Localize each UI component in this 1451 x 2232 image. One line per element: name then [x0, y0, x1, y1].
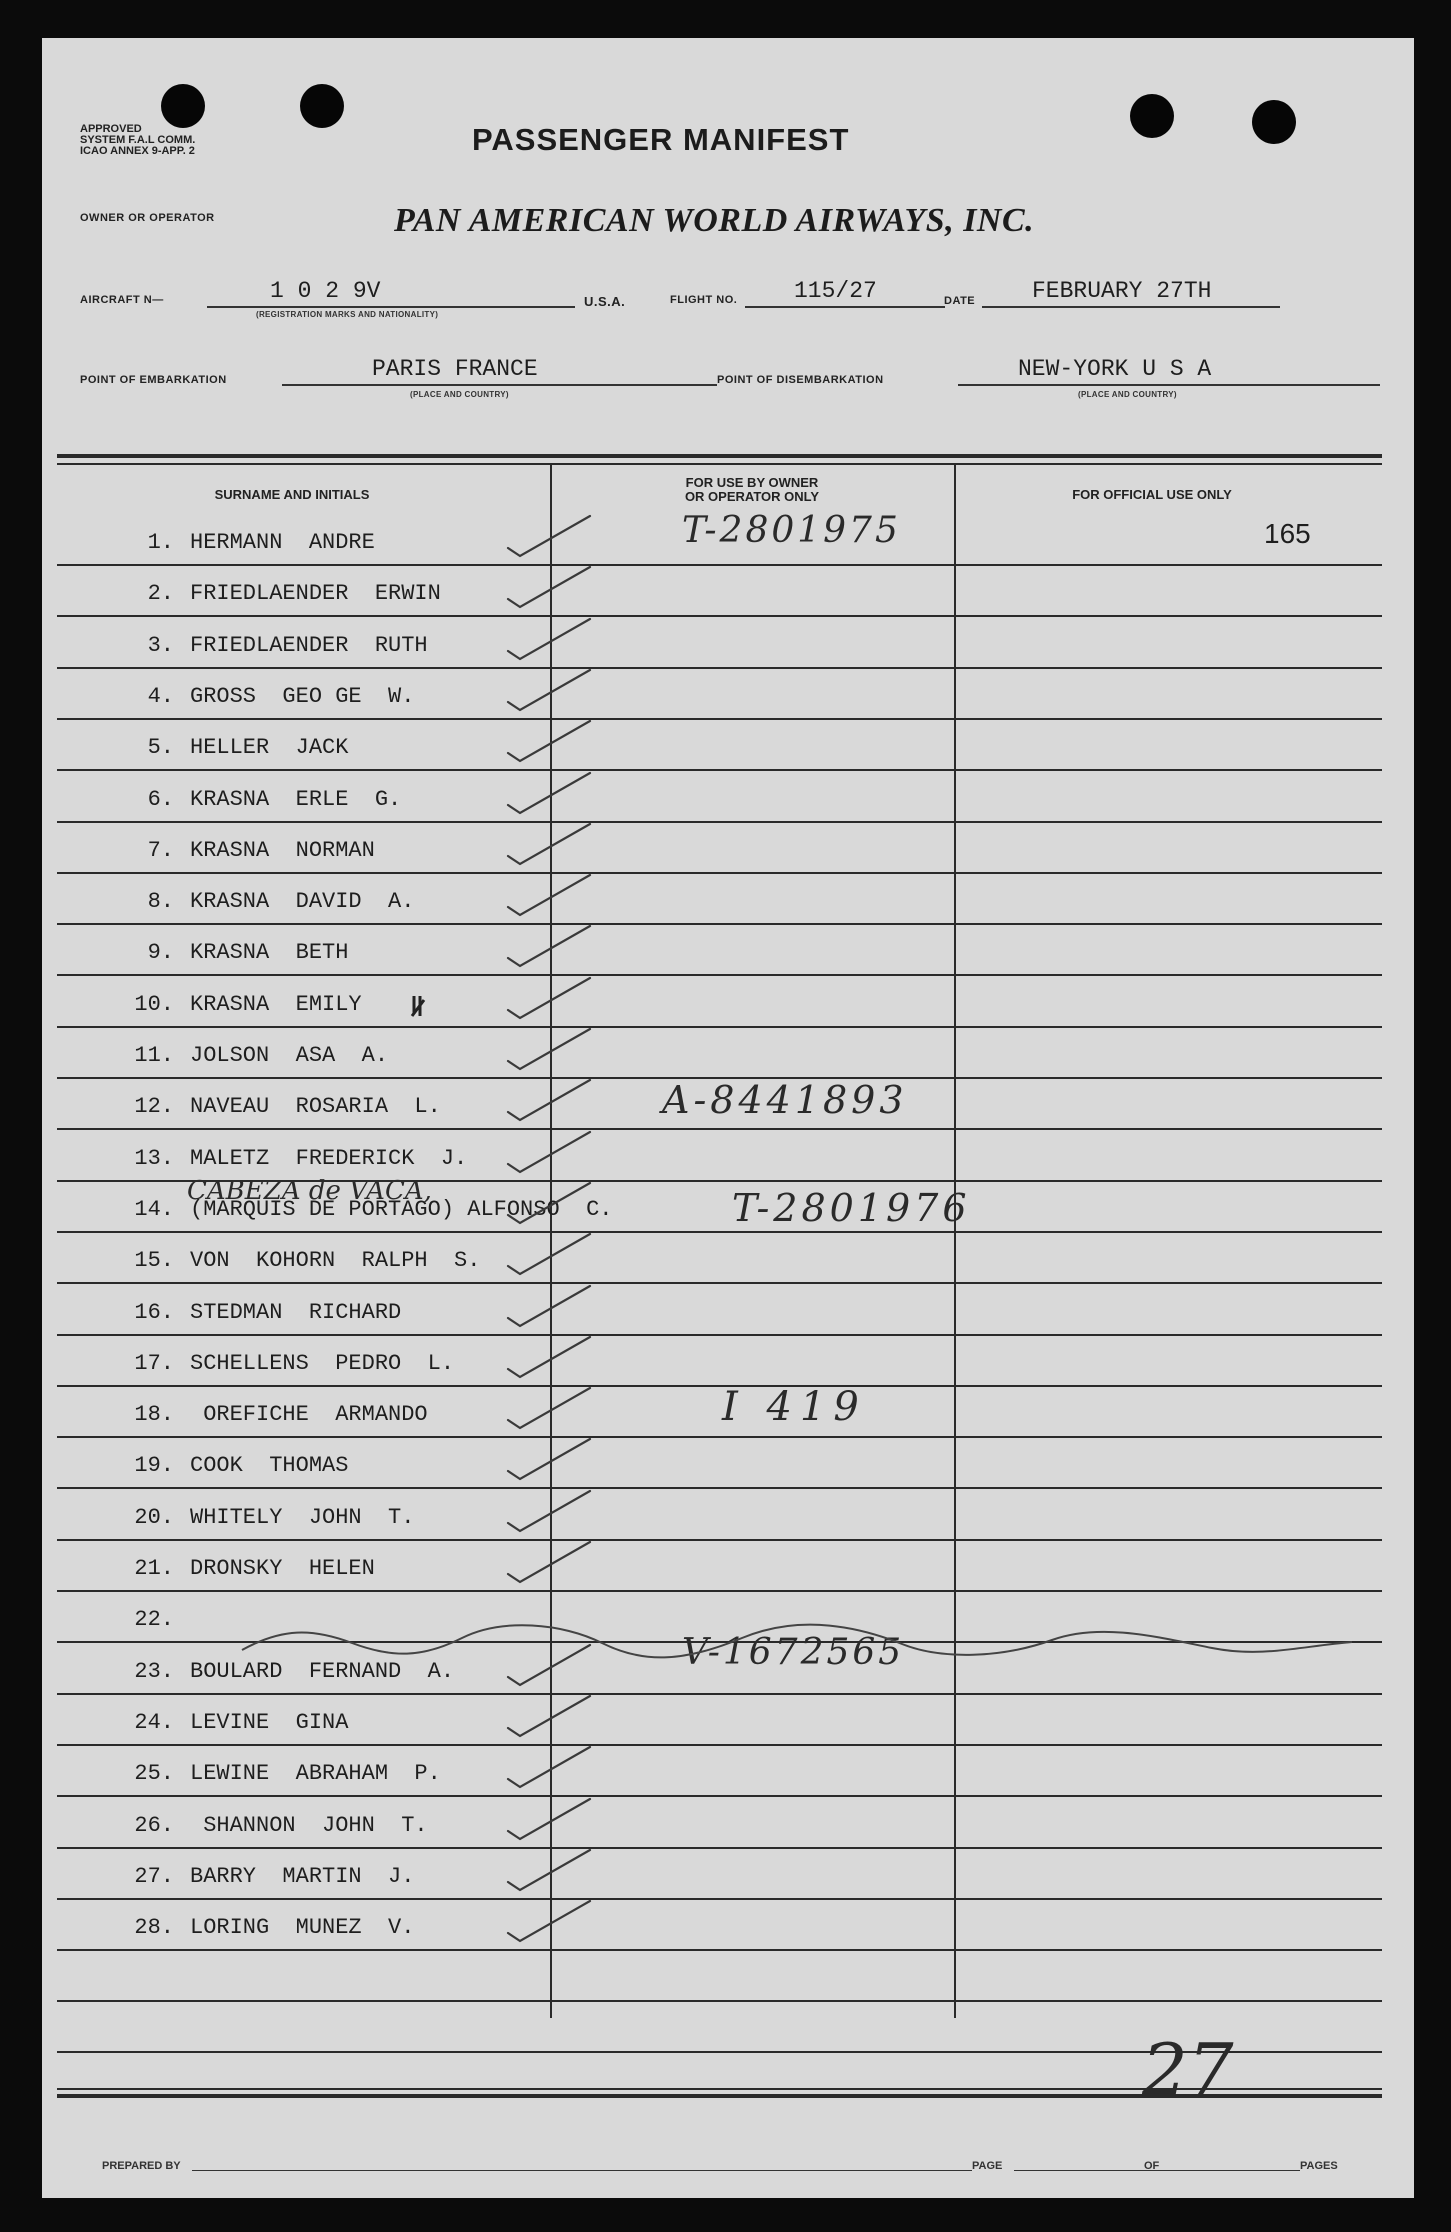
check-mark — [508, 978, 590, 1018]
passenger-name: SHANNON JOHN T. — [190, 1813, 428, 1838]
passenger-name: LORING MUNEZ V. — [190, 1915, 415, 1940]
row-number: 8. — [147, 889, 174, 914]
aircraft-value: 1 0 2 9V — [270, 278, 381, 304]
row-number: 11. — [134, 1043, 174, 1068]
check-mark — [508, 1183, 590, 1223]
date-label: DATE — [944, 295, 976, 307]
check-mark — [508, 1901, 590, 1941]
prepared-label: PREPARED BY — [102, 2160, 181, 2172]
row-number: 26. — [134, 1813, 174, 1838]
row-number: 22. — [134, 1607, 174, 1632]
check-mark — [508, 567, 590, 607]
row-number: 6. — [147, 787, 174, 812]
pages-label: PAGES — [1300, 2160, 1338, 2172]
airline-name: PAN AMERICAN WORLD AIRWAYS, INC. — [394, 202, 1035, 239]
col-header-surname: SURNAME AND INITIALS — [214, 487, 370, 502]
passenger-name: (MARQUIS DE PORTAGO) ALFONSO C. — [190, 1197, 613, 1222]
passenger-name: HELLER JACK — [190, 735, 349, 760]
check-mark — [508, 1542, 590, 1582]
official-count: 165 — [1264, 518, 1311, 549]
passenger-name: WHITELY JOHN T. — [190, 1505, 415, 1530]
passenger-name: KRASNA EMILY — [190, 992, 362, 1017]
row-number: 14. — [134, 1197, 174, 1222]
approved-line: SYSTEM F.A.L COMM. — [80, 134, 196, 146]
passenger-name: KRASNA BETH — [190, 940, 349, 965]
row-number: 7. — [147, 838, 174, 863]
passenger-name: COOK THOMAS — [190, 1453, 349, 1478]
check-mark — [508, 926, 590, 966]
passenger-name: JOLSON ASA A. — [190, 1043, 389, 1068]
disembark-label: POINT OF DISEMBARKATION — [717, 374, 884, 386]
embark-label: POINT OF EMBARKATION — [80, 374, 227, 386]
passenger-name: DRONSKY HELEN — [190, 1556, 375, 1581]
manifest-sheet — [42, 38, 1414, 2198]
check-mark — [508, 516, 590, 556]
owner-label: OWNER OR OPERATOR — [80, 212, 215, 224]
row-number: 20. — [134, 1505, 174, 1530]
passenger-name: OREFICHE ARMANDO — [190, 1402, 428, 1427]
row-number: 10. — [134, 992, 174, 1017]
passenger-name: KRASNA DAVID A. — [190, 889, 415, 914]
passenger-name: NAVEAU ROSARIA L. — [190, 1094, 441, 1119]
check-mark — [508, 1850, 590, 1890]
embark-sublabel: (PLACE AND COUNTRY) — [410, 390, 509, 399]
passenger-name: LEVINE GINA — [190, 1710, 349, 1735]
handwritten-code-18: I 419 — [722, 1384, 867, 1430]
row-number: 27. — [134, 1864, 174, 1889]
handwritten-ticket-23: V-1672565 — [682, 1632, 905, 1673]
check-mark — [508, 1388, 590, 1428]
row-number: 18. — [134, 1402, 174, 1427]
approved-line: APPROVED — [80, 123, 142, 135]
row-number: 19. — [134, 1453, 174, 1478]
check-mark — [508, 1799, 590, 1839]
check-mark — [508, 1080, 590, 1120]
passenger-name: LEWINE ABRAHAM P. — [190, 1761, 441, 1786]
check-mark — [508, 619, 590, 659]
col-header-owner: FOR USE BY OWNER OR OPERATOR ONLY — [684, 475, 820, 504]
row-number: 21. — [134, 1556, 174, 1581]
approved-line: ICAO ANNEX 9-APP. 2 — [80, 145, 195, 157]
row-number: 9. — [147, 940, 174, 965]
row-number: 28. — [134, 1915, 174, 1940]
passenger-name: BOULARD FERNAND A. — [190, 1659, 455, 1684]
check-mark — [508, 824, 590, 864]
check-mark — [508, 875, 590, 915]
passenger-name: FRIEDLAENDER ERWIN — [190, 581, 441, 606]
check-mark — [508, 721, 590, 761]
check-mark — [508, 1491, 590, 1531]
row-number: 13. — [134, 1146, 174, 1171]
col-header-official: FOR OFFICIAL USE ONLY — [1072, 487, 1232, 502]
disembark-value: NEW-YORK U S A — [1018, 356, 1212, 382]
disembark-sublabel: (PLACE AND COUNTRY) — [1078, 390, 1177, 399]
passenger-name: SCHELLENS PEDRO L. — [190, 1351, 455, 1376]
flight-label: FLIGHT NO. — [670, 294, 738, 306]
check-mark — [508, 1747, 590, 1787]
pen-marks — [42, 38, 1414, 2198]
page-title: PASSENGER MANIFEST — [472, 122, 850, 157]
passenger-name: FRIEDLAENDER RUTH — [190, 633, 428, 658]
aircraft-label: AIRCRAFT N— — [80, 294, 164, 306]
of-label: OF — [1144, 2160, 1160, 2172]
embark-value: PARIS FRANCE — [372, 356, 538, 382]
row-number: 23. — [134, 1659, 174, 1684]
passenger-name: STEDMAN RICHARD — [190, 1300, 402, 1325]
check-mark — [508, 1132, 590, 1172]
row-number: 16. — [134, 1300, 174, 1325]
check-mark — [508, 1696, 590, 1736]
row-number: 24. — [134, 1710, 174, 1735]
check-mark — [508, 1645, 590, 1685]
date-value: FEBRUARY 27TH — [1032, 278, 1212, 304]
aircraft-sublabel: (REGISTRATION MARKS AND NATIONALITY) — [256, 310, 439, 319]
row-number: 17. — [134, 1351, 174, 1376]
check-mark — [508, 1439, 590, 1479]
check-mark — [508, 670, 590, 710]
row-number: 5. — [147, 735, 174, 760]
check-mark — [508, 1337, 590, 1377]
check-mark — [508, 773, 590, 813]
row-number: 3. — [147, 633, 174, 658]
flight-value: 115/27 — [794, 278, 877, 304]
row-number: 15. — [134, 1248, 174, 1273]
passenger-name: VON KOHORN RALPH S. — [190, 1248, 481, 1273]
passenger-name: BARRY MARTIN J. — [190, 1864, 415, 1889]
check-mark — [508, 1234, 590, 1274]
passenger-name: MALETZ FREDERICK J. — [190, 1146, 468, 1171]
row-number: 4. — [147, 684, 174, 709]
handwritten-name-14: CABEZA de VACA, — [187, 1176, 432, 1206]
page-label: PAGE — [972, 2160, 1003, 2172]
check-mark — [508, 1029, 590, 1069]
country-label: U.S.A. — [584, 294, 626, 309]
strike-mark — [412, 996, 424, 1016]
passenger-name: HERMANN ANDRE — [190, 530, 375, 555]
handwritten-ticket-1: T-2801975 — [682, 510, 901, 551]
row-number: 2. — [147, 581, 174, 606]
handwritten-total: 27 — [1142, 2028, 1234, 2112]
row-number: 12. — [134, 1094, 174, 1119]
handwritten-ticket-14: T-2801976 — [732, 1186, 971, 1230]
row-number: 1. — [147, 530, 174, 555]
passenger-name: KRASNA NORMAN — [190, 838, 375, 863]
check-mark — [508, 1286, 590, 1326]
row-number: 25. — [134, 1761, 174, 1786]
handwritten-ticket-12: A-8441893 — [662, 1078, 908, 1122]
passenger-name: KRASNA ERLE G. — [190, 787, 402, 812]
passenger-name: GROSS GEO GE W. — [190, 684, 415, 709]
wavy-strike-line — [242, 1625, 1352, 1658]
